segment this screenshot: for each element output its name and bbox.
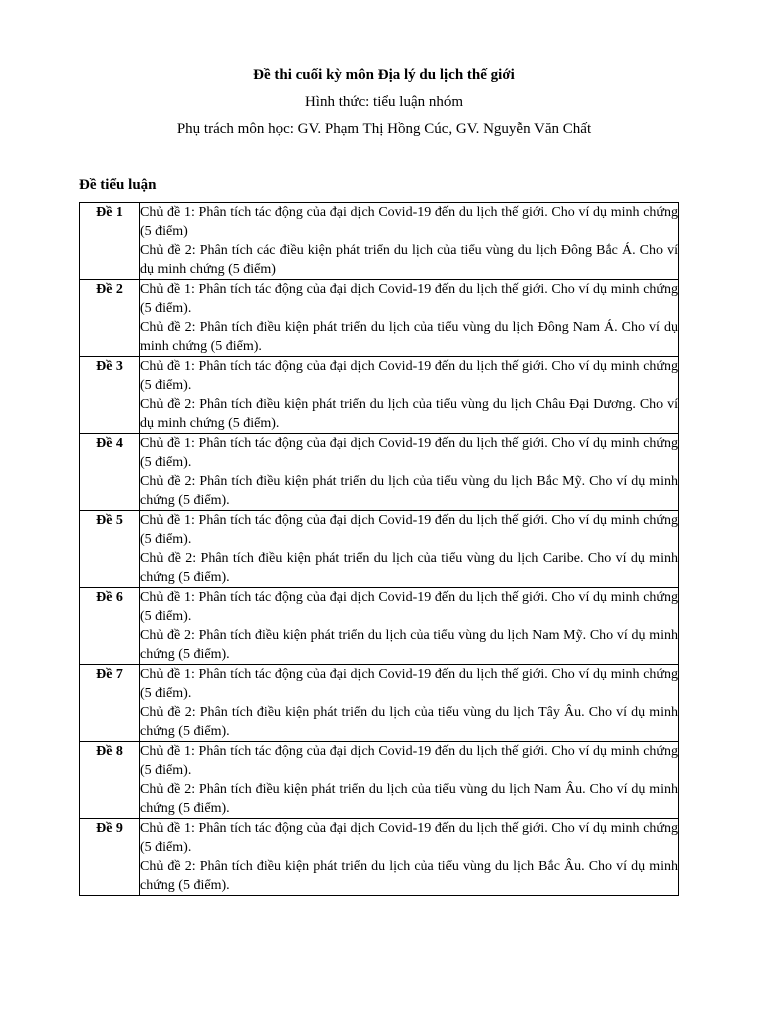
exam-content <box>140 742 679 819</box>
table-row <box>80 588 679 665</box>
topic-2: Chủ đề 2: Phân tích các điều kiện phát triển du lịch của tiểu vùng du lịch Đông Bắc Á. Cho ví dụ minh chứng (5 điểm) <box>140 243 678 277</box>
topic-1: Chủ đề 1: Phân tích tác động của đại dịch Covid-19 đến du lịch thế giới. Cho ví dụ minh chứng (5 điểm). <box>140 590 678 624</box>
exam-label: Đề 5 <box>80 511 140 588</box>
course-staff: Phụ trách môn học: GV. Phạm Thị Hồng Cúc, GV. Nguyễn Văn Chất <box>176 121 592 137</box>
topic-1: Chủ đề 1: Phân tích tác động của đại dịch Covid-19 đến du lịch thế giới. Cho ví dụ minh chứng (5 điểm). <box>140 436 678 470</box>
exam-label: Đề 1 <box>80 203 140 280</box>
exam-content <box>140 588 679 665</box>
table-row <box>80 434 679 511</box>
document-title: Đề thi cuối kỳ môn Địa lý du lịch thế giới <box>253 67 515 83</box>
section-title: Đề tiểu luận <box>79 177 157 193</box>
table-row <box>80 742 679 819</box>
table-row <box>80 357 679 434</box>
exam-content <box>140 511 679 588</box>
exam-content <box>140 665 679 742</box>
exam-label: Đề 6 <box>80 588 140 665</box>
topic-2: Chủ đề 2: Phân tích điều kiện phát triển du lịch của tiểu vùng du lịch Tây Âu. Cho ví dụ minh chứng (5 điểm). <box>140 705 678 739</box>
exam-content <box>140 280 679 357</box>
exam-content <box>140 203 679 280</box>
topic-2: Chủ đề 2: Phân tích điều kiện phát triển du lịch của tiểu vùng du lịch Caribe. Cho ví dụ minh chứng (5 điểm). <box>140 551 678 585</box>
exam-label: Đề 3 <box>80 357 140 434</box>
topic-1: Chủ đề 1: Phân tích tác động của đại dịch Covid-19 đến du lịch thế giới. Cho ví dụ minh chứng (5 điểm). <box>140 282 678 316</box>
table-row <box>80 203 679 280</box>
topic-1: Chủ đề 1: Phân tích tác động của đại dịch Covid-19 đến du lịch thế giới. Cho ví dụ minh chứng (5 điểm). <box>140 359 678 393</box>
table-row <box>80 511 679 588</box>
topic-1: Chủ đề 1: Phân tích tác động của đại dịch Covid-19 đến du lịch thế giới. Cho ví dụ minh chứng (5 điểm). <box>140 821 678 855</box>
topic-2: Chủ đề 2: Phân tích điều kiện phát triển du lịch của tiểu vùng du lịch Đông Nam Á. Cho ví dụ minh chứng (5 điểm). <box>140 320 678 354</box>
table-row <box>80 665 679 742</box>
topic-2: Chủ đề 2: Phân tích điều kiện phát triển du lịch của tiểu vùng du lịch Nam Âu. Cho ví dụ minh chứng (5 điểm). <box>140 782 678 816</box>
exam-content <box>140 434 679 511</box>
topic-2: Chủ đề 2: Phân tích điều kiện phát triển du lịch của tiểu vùng du lịch Bắc Mỹ. Cho ví dụ minh chứng (5 điểm). <box>140 474 678 508</box>
table-row <box>80 819 679 896</box>
table-row <box>80 280 679 357</box>
exam-label: Đề 9 <box>80 819 140 896</box>
topic-1: Chủ đề 1: Phân tích tác động của đại dịch Covid-19 đến du lịch thế giới. Cho ví dụ minh chứng (5 điểm). <box>140 744 678 778</box>
exam-content <box>140 357 679 434</box>
topic-2: Chủ đề 2: Phân tích điều kiện phát triển du lịch của tiểu vùng du lịch Bắc Âu. Cho ví dụ minh chứng (5 điểm). <box>140 859 678 893</box>
exam-label: Đề 4 <box>80 434 140 511</box>
topic-1: Chủ đề 1: Phân tích tác động của đại dịch Covid-19 đến du lịch thế giới. Cho ví dụ minh chứng (5 điểm). <box>140 513 678 547</box>
exam-content <box>140 819 679 896</box>
topic-2: Chủ đề 2: Phân tích điều kiện phát triển du lịch của tiểu vùng du lịch Châu Đại Dương. Cho ví dụ minh chứng (5 điểm). <box>140 397 678 431</box>
exam-label: Đề 2 <box>80 280 140 357</box>
topic-1: Chủ đề 1: Phân tích tác động của đại dịch Covid-19 đến du lịch thế giới. Cho ví dụ minh chứng (5 điểm) <box>140 205 678 239</box>
exam-topics-table <box>79 202 679 896</box>
exam-label: Đề 8 <box>80 742 140 819</box>
topic-2: Chủ đề 2: Phân tích điều kiện phát triển du lịch của tiểu vùng du lịch Nam Mỹ. Cho ví dụ minh chứng (5 điểm). <box>140 628 678 662</box>
exam-label: Đề 7 <box>80 665 140 742</box>
topic-1: Chủ đề 1: Phân tích tác động của đại dịch Covid-19 đến du lịch thế giới. Cho ví dụ minh chứng (5 điểm). <box>140 667 678 701</box>
exam-form: Hình thức: tiểu luận nhóm <box>304 94 464 110</box>
